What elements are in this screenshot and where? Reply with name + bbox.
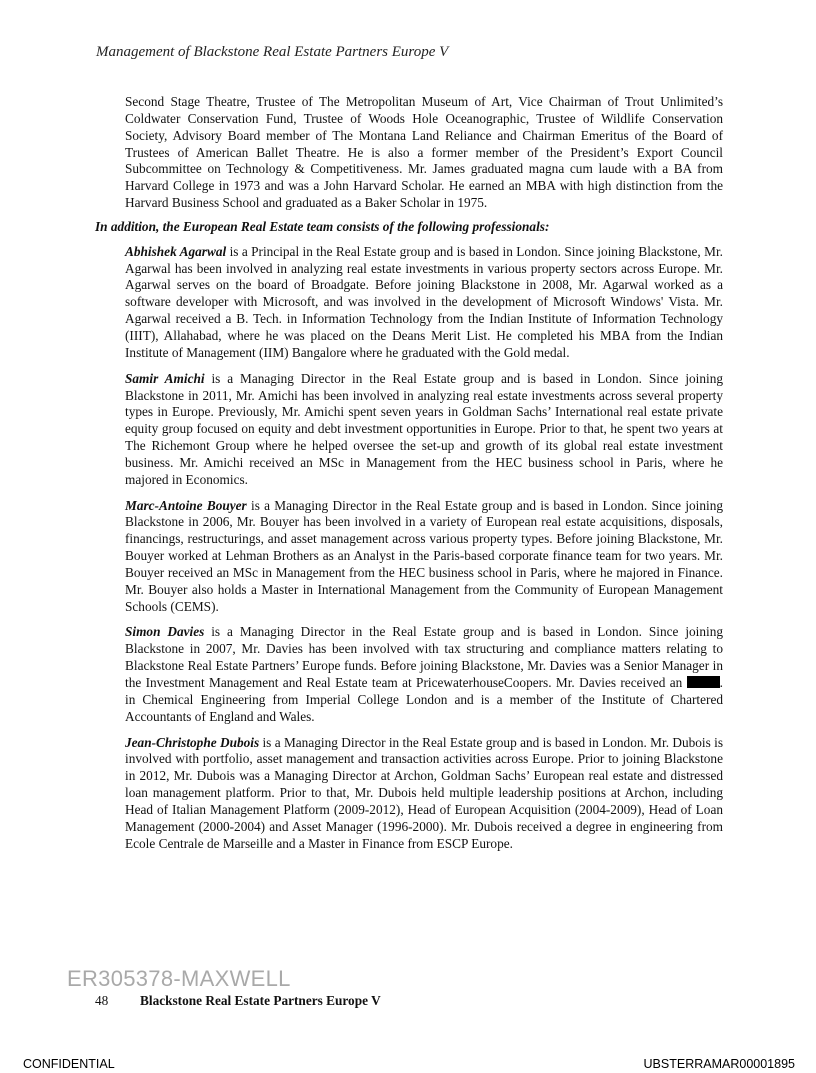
body-text xyxy=(95,94,723,861)
confidential-stamp: CONFIDENTIAL xyxy=(23,1057,115,1071)
section-heading: In addition, the European Real Estate team consists of the following professionals: xyxy=(95,218,550,234)
footer-title: Blackstone Real Estate Partners Europe V xyxy=(140,993,381,1008)
page-footer xyxy=(95,993,381,1009)
bio-name: Marc-Antoine Bouyer xyxy=(125,497,247,513)
bio-abhishek-agarwal xyxy=(125,244,723,362)
bio-name: Simon Davies xyxy=(125,624,205,640)
bio-text: . in Chemical Engineering from Imperial College London and is a member of the Institute of Chartered Accountants of England and Wales. xyxy=(125,675,723,724)
redaction-box xyxy=(687,676,720,688)
bio-samir-amichi xyxy=(125,371,723,489)
bio-name: Abhishek Agarwal xyxy=(125,243,227,259)
page-number: 48 xyxy=(95,993,109,1008)
bio-text: is a Managing Director in the Real Estate group and is based in London. Since joining Blackstone in 2007, Mr. Davies has been involved with tax structuring and compliance matters relating to Blackstone Real Estate Partners’ Europe funds. Before joining Blackstone, Mr. Davies was a Senior Manager in the Investment Management and Real Estate team at PricewaterhouseCoopers. Mr. Davies received an xyxy=(125,624,723,690)
bio-text: is a Principal in the Real Estate group and is based in London. Since joining Blackstone, Mr. Agarwal has been involved in analyzing real estate investments in various property sectors across Europe. Mr. Agarwal serves on the board of Broadgate. Before joining Blackstone in 2008, Mr. Agarwal worked as a software developer with Microsoft, and was involved in the development of Microsoft Windows' Vista. Mr. Agarwal received a B. Tech. in Information Technology from the Indian Institute of Information Technology (IIIT), Allahabad, where he was placed on the Deans Merit List. He completed his MBA from the Indian Institute of Management (IIM) Bangalore where he graduated with the Gold medal. xyxy=(125,243,723,360)
bio-name: Samir Amichi xyxy=(125,370,205,386)
control-number: UBSTERRAMAR00001895 xyxy=(643,1057,795,1071)
bio-text: is a Managing Director in the Real Estate group and is based in London. Mr. Dubois is involved with portfolio, asset management and transaction activities across Europe. Prior to joining Blackstone in 2012, Mr. Dubois was a Managing Director at Archon, Goldman Sachs’ European real estate and distressed loan management platform. Prior to that, Mr. Dubois held multiple leadership positions at Archon, including Head of Italian Management Platform (2009-2012), Head of European Acquisition (2004-2009), Head of Loan Management (2000-2004) and Asset Manager (1996-2000). Mr. Dubois received a degree in engineering from Ecole Centrale de Marseille and a Master in Finance from ESCP Europe. xyxy=(125,734,724,851)
bio-text: is a Managing Director in the Real Estate group and is based in London. Since joining Blackstone in 2006, Mr. Bouyer has been involved in a variety of European real estate acquisitions, disposals, financings, restructurings, and asset management across various property types. Before joining Blackstone, Mr. Bouyer worked at Lehman Brothers as an Analyst in the Paris-based corporate finance team for two years. Mr. Bouyer received an MSc in Management from the HEC business school in Paris, where he majored in Finance. Mr. Bouyer also holds a Master in International Management from the Community of European Management Schools (CEMS). xyxy=(125,497,723,614)
bio-simon-davies xyxy=(125,624,723,725)
bio-text: is a Managing Director in the Real Estate group and is based in London. Since joining Blackstone in 2011, Mr. Amichi has been involved in analyzing real estate investments across several property types in Europe. Previously, Mr. Amichi spent seven years in Goldman Sachs’ International real estate private equity group focused on equity and debt investment opportunities in Europe. Prior to that, he spent two years at The Richemont Group where he helped oversee the set-up and growth of its global real estate investment business. Mr. Amichi received an MSc in Management from the HEC business school in Paris, where he majored in Economics. xyxy=(125,370,723,487)
bates-watermark: ER305378-MAXWELL xyxy=(67,966,291,991)
bio-name: Jean-Christophe Dubois xyxy=(125,734,260,750)
bio-jean-christophe-dubois xyxy=(125,735,723,853)
bio-marc-antoine-bouyer xyxy=(125,498,723,616)
running-header: Management of Blackstone Real Estate Partners Europe V xyxy=(96,44,449,60)
intro-paragraph: Second Stage Theatre, Trustee of The Metropolitan Museum of Art, Vice Chairman of Trout Unlimited’s Coldwater Conservation Fund, Trustee of Woods Hole Oceanographic, Trustee of Wildlife Conservation Society, Advisory Board member of The Montana Land Reliance and Chairman Emeritus of the Board of Trustees of American Ballet Theatre. He is also a former member of the President’s Export Council Subcommittee on Technology & Competitiveness. Mr. James graduated magna cum laude with a BA from Harvard College in 1973 and was a John Harvard Scholar. He earned an MBA with high distinction from the Harvard Business School and graduated as a Baker Scholar in 1975. xyxy=(125,94,723,211)
